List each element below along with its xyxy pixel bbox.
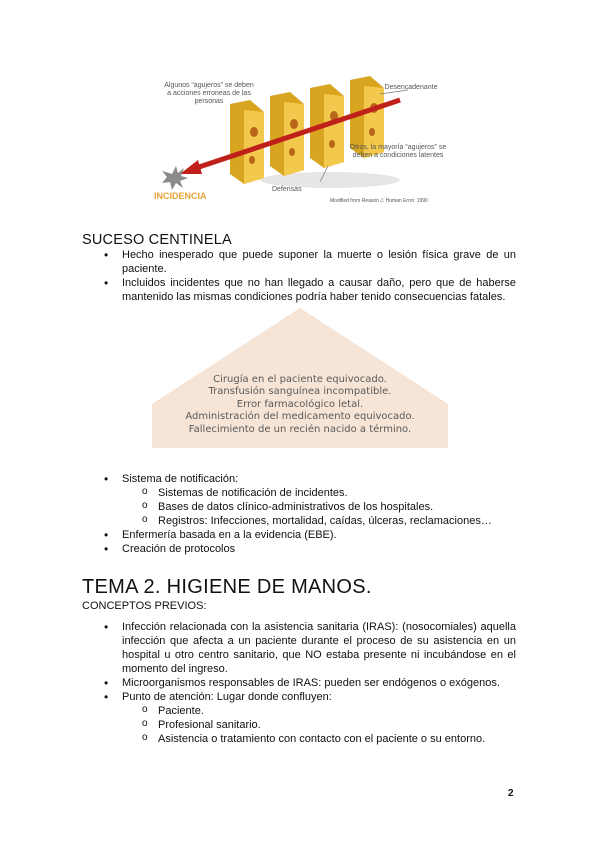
pyramid-line: Error farmacológico letal. bbox=[236, 398, 364, 410]
label-human-errors: Algunos “agujeros” se deben a acciones erroneas de las personas bbox=[164, 82, 254, 105]
point-label: Punto de atención: Lugar donde confluyen: bbox=[122, 691, 332, 703]
list-item: • Hecho inesperado que puede suponer la muerte o lesión física grave de un paciente. bbox=[104, 248, 516, 276]
tema-subtitle: CONCEPTOS PREVIOS: bbox=[82, 600, 207, 612]
pyramid-line: Transfusión sanguínea incompatible. bbox=[208, 386, 392, 398]
notification-sublist bbox=[142, 486, 516, 528]
tema-title: TEMA 2. HIGIENE DE MANOS. bbox=[82, 576, 372, 598]
tema-list bbox=[104, 620, 516, 746]
pyramid-line: Cirugía en el paciente equivocado. bbox=[213, 374, 387, 385]
cheese-slice-1 bbox=[230, 100, 264, 184]
sublist-item: o Registros: Infecciones, mortalidad, caídas, úlceras, reclamaciones… bbox=[142, 514, 516, 528]
sublist-item: o Paciente. bbox=[142, 704, 516, 718]
label-latent-conditions: Otros, la mayoría “agujeros” se deben a condiciones latentes bbox=[349, 144, 447, 159]
list-item: • Creación de protocolos bbox=[104, 542, 516, 556]
list-item: • Infección relacionada con la asistencia sanitaria (IRAS): (nosocomiales) aquella infección que afecta a un paciente durante el proceso de su asistencia en un hospital u otro centro sanitario, que NO estaba presente ni incubándose en el momento del ingreso. bbox=[104, 620, 516, 676]
page-number: 2 bbox=[508, 788, 514, 799]
label-trigger: Desencadenante bbox=[384, 84, 438, 91]
sentinel-events-pyramid bbox=[152, 308, 448, 448]
section-title-suceso: SUCESO CENTINELA bbox=[82, 232, 232, 248]
sublist-item: o Profesional sanitario. bbox=[142, 718, 516, 732]
list-item bbox=[104, 472, 516, 528]
pyramid-text bbox=[152, 374, 448, 436]
list-item: • Incluidos incidentes que no han llegado a causar daño, pero que de haberse mantenido las mismas condiciones podría haber tenido consecuencias fatales. bbox=[104, 276, 516, 304]
suceso-list bbox=[104, 248, 516, 304]
sublist-item: o Bases de datos clínico-administrativos de los hospitales. bbox=[142, 500, 516, 514]
pyramid-line: Fallecimiento de un recién nacido a término. bbox=[188, 423, 412, 435]
measures-list bbox=[104, 472, 516, 556]
pyramid-line: Administración del medicamento equivocado. bbox=[185, 411, 415, 423]
list-item bbox=[104, 690, 516, 746]
notification-label: Sistema de notificación: bbox=[122, 473, 239, 485]
label-source: Modified from Reason J. Human Error. 1990 bbox=[330, 198, 428, 204]
label-incident: INCIDENCIA bbox=[154, 191, 207, 201]
sublist-item: o Sistemas de notificación de incidentes. bbox=[142, 486, 516, 500]
list-item: • Microorganismos responsables de IRAS: pueden ser endógenos o exógenos. bbox=[104, 676, 516, 690]
swiss-cheese-figure bbox=[150, 70, 450, 210]
label-defenses: Defensas bbox=[272, 186, 302, 193]
list-item: • Enfermería basada en a la evidencia (EBE). bbox=[104, 528, 516, 542]
point-sublist bbox=[142, 704, 516, 746]
sublist-item: o Asistencia o tratamiento con contacto con el paciente o su entorno. bbox=[142, 732, 516, 746]
